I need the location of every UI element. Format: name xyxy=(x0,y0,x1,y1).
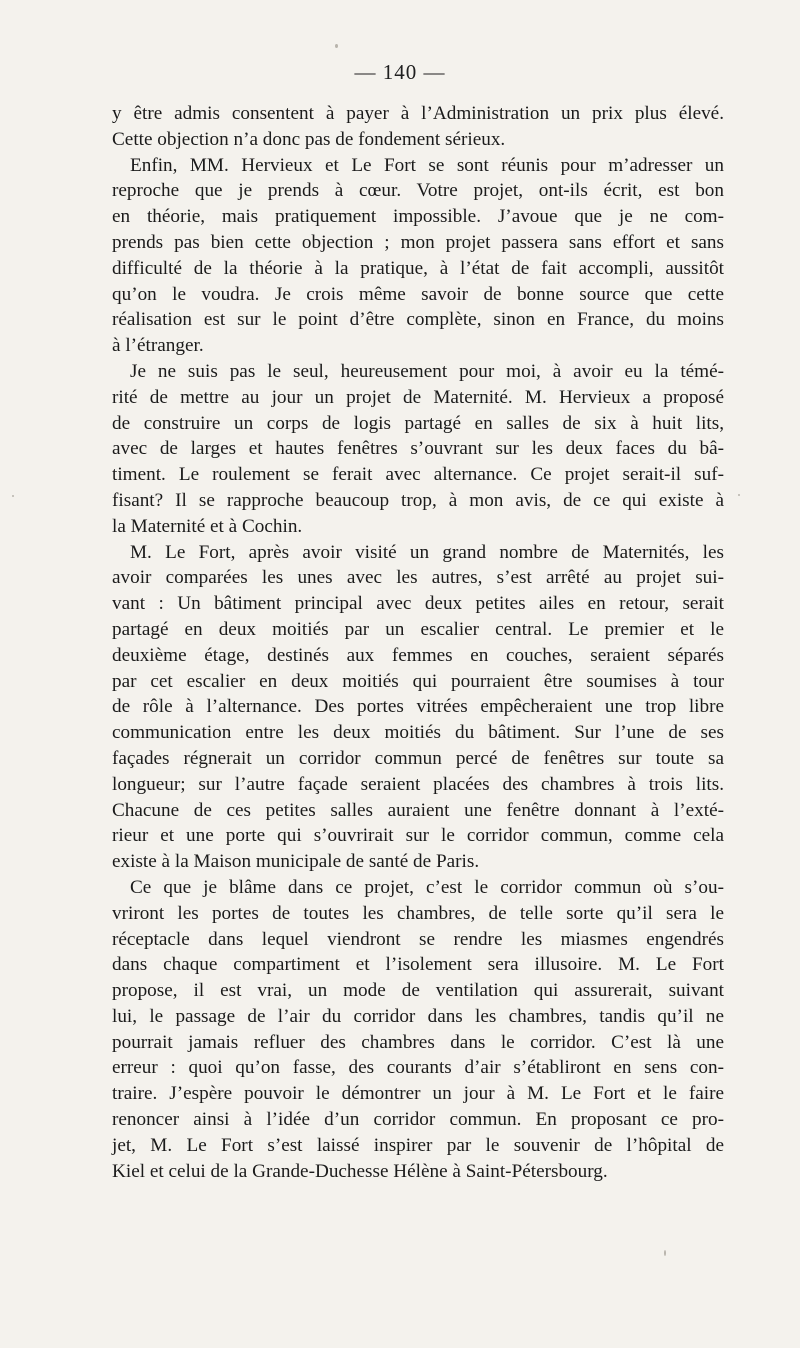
text-line: fisant? Il se rapproche beaucoup trop, à mon avis, de ce qui existe à xyxy=(112,489,724,511)
text-line: avoir comparées les unes avec les autres, s’est arrêté au projet sui- xyxy=(112,567,724,589)
text-line: Enfin, MM. Hervieux et Le Fort se sont réunis pour m’adresser un xyxy=(130,154,724,176)
text-line: réalisation est sur le point d’être complète, sinon en France, du moins xyxy=(112,309,724,331)
text-line: la Maternité et à Cochin. xyxy=(112,515,303,537)
text-line: reproche que je prends à cœur. Votre projet, ont-ils écrit, est bon xyxy=(112,180,724,202)
text-line: lui, le passage de l’air du corridor dans les chambres, tandis qu’il ne xyxy=(112,1005,724,1027)
text-line: vriront les portes de toutes les chambres, de telle sorte qu’il sera le xyxy=(112,902,724,924)
text-line: deuxième étage, destinés aux femmes en couches, seraient séparés xyxy=(112,644,724,666)
paper-speck xyxy=(664,1250,666,1256)
paper-speck xyxy=(335,44,338,48)
text-line: rité de mettre au jour un projet de Maternité. M. Hervieux a proposé xyxy=(112,386,724,408)
text-line: traire. J’espère pouvoir le démontrer un jour à M. Le Fort et le faire xyxy=(112,1083,724,1105)
text-line: existe à la Maison municipale de santé de Paris. xyxy=(112,851,480,873)
text-line: Ce que je blâme dans ce projet, c’est le corridor commun où s’ou- xyxy=(130,876,724,898)
text-line: timent. Le roulement se ferait avec alternance. Ce projet serait-il suf- xyxy=(112,464,724,486)
page-number: — 140 — xyxy=(354,60,446,84)
text-line: en théorie, mais pratiquement impossible. J’avoue que je ne com- xyxy=(112,206,724,228)
text-line: Chacune de ces petites salles auraient une fenêtre donnant à l’exté- xyxy=(112,799,724,821)
text-line: Cette objection n’a donc pas de fondement sérieux. xyxy=(112,128,506,150)
text-line: partagé en deux moitiés par un escalier central. Le premier et le xyxy=(112,618,724,640)
text-line: y être admis consentent à payer à l’Administration un prix plus élevé. xyxy=(112,103,724,124)
text-line: de rôle à l’alternance. Des portes vitrées empêcheraient une trop libre xyxy=(112,696,724,718)
text-line: Je ne suis pas le seul, heureusement pour moi, à avoir eu la témé- xyxy=(130,360,724,382)
paper-speck xyxy=(738,494,740,496)
text-line: erreur : quoi qu’on fasse, des courants d’air s’établiront en sens con- xyxy=(112,1057,724,1079)
text-line: dans chaque compartiment et l’isolement sera illusoire. M. Le Fort xyxy=(112,954,724,976)
paper-speck xyxy=(12,495,14,497)
text-line: avec de larges et hautes fenêtres s’ouvrant sur les deux faces du bâ- xyxy=(112,438,724,460)
text-line: rieur et une porte qui s’ouvrirait sur le corridor commun, comme cela xyxy=(112,825,724,847)
text-line: prends pas bien cette objection ; mon projet passera sans effort et sans xyxy=(112,231,724,253)
text-line: de construire un corps de logis partagé en salles de six à huit lits, xyxy=(112,412,724,434)
text-line: M. Le Fort, après avoir visité un grand nombre de Maternités, les xyxy=(130,541,724,563)
text-line: par cet escalier en deux moitiés qui pourraient être soumises à tour xyxy=(112,670,724,692)
text-line: réceptacle dans lequel viendront se rendre les miasmes engendrés xyxy=(112,928,724,950)
text-line: communication entre les deux moitiés du bâtiment. Sur l’une de ses xyxy=(112,722,724,744)
text-line: longueur; sur l’autre façade seraient placées des chambres à trois lits. xyxy=(112,773,724,795)
text-line: renoncer ainsi à l’idée d’un corridor commun. En proposant ce pro- xyxy=(112,1109,724,1131)
body-text xyxy=(112,101,724,1184)
text-line: vant : Un bâtiment principal avec deux petites ailes en retour, serait xyxy=(112,593,724,615)
text-line: façades régnerait un corridor commun percé de fenêtres sur toute sa xyxy=(112,747,724,769)
text-line: difficulté de la théorie à la pratique, à l’état de fait accompli, aussitôt xyxy=(112,257,724,279)
text-line: jet, M. Le Fort s’est laissé inspirer par le souvenir de l’hôpital de xyxy=(112,1134,724,1156)
text-line: à l’étranger. xyxy=(112,335,204,357)
text-line: qu’on le voudra. Je crois même savoir de bonne source que cette xyxy=(112,283,724,305)
text-line: Kiel et celui de la Grande-Duchesse Hélène à Saint-Pétersbourg. xyxy=(112,1160,608,1182)
text-line: pourrait jamais refluer des chambres dans le corridor. C’est là une xyxy=(112,1031,724,1053)
text-line: propose, il est vrai, un mode de ventilation qui assurerait, suivant xyxy=(112,980,724,1002)
